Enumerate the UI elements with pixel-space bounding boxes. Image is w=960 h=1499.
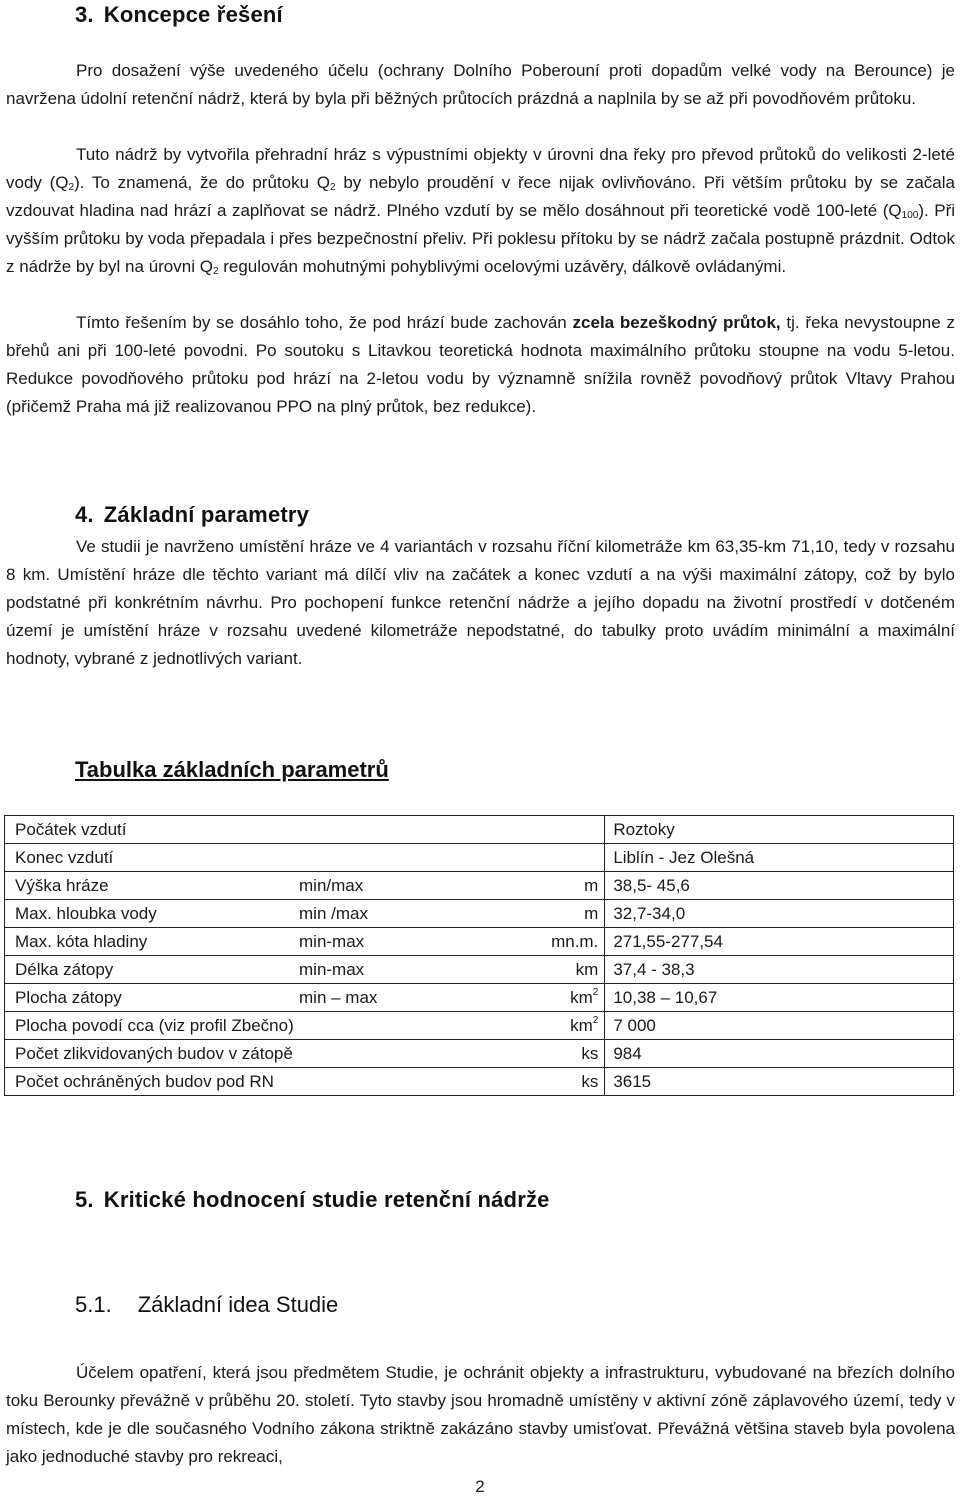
parameter-name: Konec vzdutí	[15, 848, 114, 867]
parameter-label-cell	[5, 1012, 605, 1040]
paragraph-text: Tuto nádrž by vytvořila přehradní hráz s výpustními objekty v úrovni dna řeky pro převod průtoků do velikosti 2-leté vody (Q	[6, 145, 955, 192]
parameter-label-cell	[5, 900, 605, 928]
unit-text: mn.m.	[551, 932, 599, 951]
paragraph-text: tj. řeka nevystoupne z břehů ani při 100-leté povodni. Po soutoku s Litavkou teoretická hodnota maximálního průtoku stoupne na vodu 5-letou. Redukce povodňového průtoku pod hrází na 2-letou vodu by významně snížila rovněž povodňový průtok Vltavy Prahou (přičemž Praha má již realizovanou PPO na plný průtok, bez redukce).	[6, 313, 955, 416]
section-title: Koncepce řešení	[103, 2, 283, 27]
section-3-paragraph-1	[6, 57, 955, 113]
table-row	[5, 816, 954, 844]
section-5-1-heading	[75, 1292, 338, 1318]
section-4-paragraph-1	[6, 533, 955, 673]
parameter-label-cell	[5, 1040, 605, 1068]
parameter-name: Výška hráze	[15, 876, 109, 895]
parameter-name: Plocha zátopy	[15, 988, 122, 1007]
parameter-unit	[576, 960, 599, 980]
subscript: 100	[901, 210, 919, 221]
parameter-unit	[570, 988, 598, 1008]
parameter-name: Počet ochráněných budov pod RN	[15, 1072, 274, 1091]
parameter-unit	[570, 1016, 598, 1036]
section-5-heading	[75, 1187, 550, 1213]
paragraph-text: Pro dosažení výše uvedeného účelu (ochrany Dolního Poberouní proti dopadům velké vody na Berounce) je navržena údolní retenční nádrž, která by byla při běžných průtocích prázdná a naplnila by se až při povodňovém průtoku.	[6, 61, 955, 108]
unit-superscript: 2	[592, 1015, 599, 1026]
section-3-paragraph-2	[6, 141, 955, 281]
parameter-unit	[584, 876, 598, 896]
section-5-1-paragraph-1	[6, 1359, 955, 1471]
page-number: 2	[475, 1477, 485, 1496]
section-3-paragraph-3	[6, 309, 955, 421]
paragraph-text: ). To znamená, že do průtoku Q	[74, 173, 331, 192]
parameter-range: min – max	[299, 988, 378, 1007]
paragraph-text: by nebylo proudění v řece nijak ovlivňováno. Při větším průtoku by se začala vzdouvat hladina nad hrází a zaplňovat se nádrž. Plného vzdutí by se mělo dosáhnout při teoretické vodě 100-leté (Q	[6, 173, 955, 220]
parameter-unit	[581, 1072, 598, 1092]
table-row	[5, 872, 954, 900]
parameter-value: 32,7-34,0	[605, 900, 954, 928]
parameter-name: Plocha povodí cca (viz profil Zbečno)	[15, 1016, 294, 1035]
parameter-value: 7 000	[605, 1012, 954, 1040]
table-row	[5, 1012, 954, 1040]
section-4-heading	[75, 502, 309, 528]
table-row	[5, 844, 954, 872]
table-row	[5, 984, 954, 1012]
parameter-label-cell	[5, 872, 605, 900]
parameter-value: 3615	[605, 1068, 954, 1096]
parameter-value: 10,38 – 10,67	[605, 984, 954, 1012]
section-title: Kritické hodnocení studie retenční nádrže	[103, 1187, 550, 1212]
bold-text: zcela bezeškodný průtok,	[572, 313, 781, 332]
parameter-label-cell	[5, 984, 605, 1012]
subscript: 2	[212, 266, 219, 277]
paragraph-text: Ve studii je navrženo umístění hráze ve 4 variantách v rozsahu říční kilometráže km 63,35-km 71,10, tedy v rozsahu 8 km. Umístění hráze dle těchto variant má dílčí vliv na začátek a konec vzdutí a na výši maximální zátopy, což by bylo podstatné při konkrétním návrhu. Pro pochopení funkce retenční nádrže a jejího dopadu na životní prostředí v dotčeném území je umístění hráze v rozsahu uvedené kilometráže nepodstatné, do tabulky proto uvádím minimální a maximální hodnoty, vybrané z jednotlivých variant.	[6, 537, 955, 668]
parameter-value: 271,55-277,54	[605, 928, 954, 956]
paragraph-text: Tímto řešením by se dosáhlo toho, že pod hrází bude zachován	[76, 313, 573, 332]
parameter-unit	[581, 1044, 598, 1064]
parameter-label-cell	[5, 816, 605, 844]
parameter-name: Počátek vzdutí	[15, 820, 127, 839]
parameter-range: min-max	[299, 960, 365, 979]
parameter-value: 38,5- 45,6	[605, 872, 954, 900]
table-row	[5, 928, 954, 956]
parameter-label-cell	[5, 956, 605, 984]
subscript: 2	[330, 182, 336, 193]
unit-text: m	[584, 876, 599, 895]
section-number: 5.	[75, 1187, 94, 1212]
unit-text: m	[584, 904, 599, 923]
paragraph-text: ). Při vyšším průtoku by voda přepadala i přes bezpečnostní přeliv. Při poklesu přítoku by se nádrž začala postupně prázdnit. Odtok z nádrže by byl na úrovni Q	[6, 201, 956, 276]
parameters-table	[4, 815, 954, 1096]
section-number: 3.	[75, 2, 94, 27]
parameter-value: Liblín - Jez Olešná	[605, 844, 954, 872]
unit-superscript: 2	[592, 987, 599, 998]
parameter-name: Délka zátopy	[15, 960, 114, 979]
table-row	[5, 1040, 954, 1068]
unit-text: ks	[581, 1072, 599, 1091]
table-row	[5, 1068, 954, 1096]
parameter-unit	[551, 932, 598, 952]
parameter-range: min/max	[299, 876, 364, 895]
unit-text: ks	[581, 1044, 599, 1063]
parameter-value: 984	[605, 1040, 954, 1068]
parameter-range: min /max	[299, 904, 368, 923]
paragraph-text: regulován mohutnými pohyblivými ocelovými uzávěry, dálkově ovládanými.	[218, 257, 787, 276]
unit-text: km	[570, 988, 593, 1007]
unit-text: km	[575, 960, 599, 979]
table-row	[5, 900, 954, 928]
section-title: Základní parametry	[103, 502, 310, 527]
table-title: Tabulka základních parametrů	[75, 757, 389, 782]
section-title: Základní idea Studie	[137, 1292, 339, 1317]
table-row	[5, 956, 954, 984]
parameter-range: min-max	[299, 932, 365, 951]
parameter-value: Roztoky	[605, 816, 954, 844]
subscript: 2	[68, 182, 75, 193]
parameter-name: Max. hloubka vody	[15, 904, 157, 923]
section-number: 5.1.	[75, 1292, 112, 1317]
parameter-label-cell	[5, 928, 605, 956]
unit-text: km	[570, 1016, 593, 1035]
parameter-value: 37,4 - 38,3	[605, 956, 954, 984]
section-3-heading	[75, 2, 283, 28]
parameter-name: Počet zlikvidovaných budov v zátopě	[15, 1044, 293, 1063]
parameter-unit	[584, 904, 598, 924]
paragraph-text: Účelem opatření, která jsou předmětem Studie, je ochránit objekty a infrastrukturu, vybudované na březích dolního toku Berounky převážně v průběhu 20. století. Tyto stavby jsou hromadně umístěny v aktivní zóně záplavového území, tedy v místech, kde je dle současného Vodního zákona striktně zakázáno stavby umisťovat. Převážná většina staveb byla povolena jako jednoduché stavby pro rekreaci,	[6, 1363, 955, 1466]
parameter-name: Max. kóta hladiny	[15, 932, 148, 951]
parameter-label-cell	[5, 844, 605, 872]
parameter-label-cell	[5, 1068, 605, 1096]
section-number: 4.	[75, 502, 94, 527]
